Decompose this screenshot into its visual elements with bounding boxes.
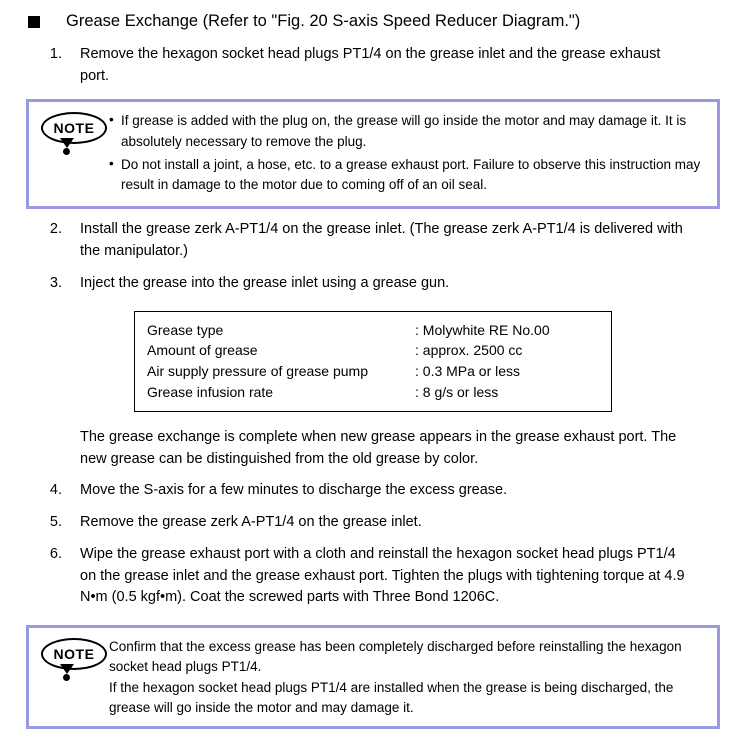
note-bullet-list xyxy=(109,111,707,195)
table-cell-value: : Molywhite RE No.00 xyxy=(415,321,550,338)
list-item-number: 3. xyxy=(49,274,62,291)
table-cell-label: Grease type xyxy=(147,321,224,338)
list-item xyxy=(14,544,732,609)
note-callout-tail-icon xyxy=(60,664,74,674)
note-bullet-item: • If grease is added with the plug on, the grease will go inside the motor and may damage it. It is absolutely necessary to remove the plug. xyxy=(109,111,707,152)
note-callout-dot-icon xyxy=(63,148,70,155)
list-item-number: 2. xyxy=(49,221,62,238)
note-callout-tail-icon xyxy=(60,138,74,148)
spec-table-wrapper xyxy=(14,311,732,412)
table-cell-value: : approx. 2500 cc xyxy=(415,342,523,359)
page-title: Grease Exchange (Refer to "Fig. 20 S-axis Speed Reducer Diagram.") xyxy=(66,12,581,30)
list-item-number: 6. xyxy=(49,545,62,562)
list-item-text: Remove the hexagon socket head plugs PT1/4 on the grease inlet and the grease exhaust port. xyxy=(80,45,661,84)
note-badge xyxy=(37,636,109,682)
list-item xyxy=(14,480,732,502)
list-item-text: Move the S-axis for a few minutes to discharge the excess grease. xyxy=(80,482,508,499)
square-bullet-icon xyxy=(28,16,40,28)
list-item xyxy=(14,273,732,295)
table-row xyxy=(147,320,599,341)
note-badge-label: NOTE xyxy=(41,112,107,144)
table-cell-label: Air supply pressure of grease pump xyxy=(147,363,368,380)
list-item xyxy=(14,44,732,88)
table-cell-label: Amount of grease xyxy=(147,342,258,359)
table-cell-value: : 0.3 MPa or less xyxy=(415,363,521,380)
note-content xyxy=(109,110,707,198)
table-row xyxy=(147,382,599,403)
list-item xyxy=(14,219,732,263)
grease-spec-table xyxy=(134,311,612,412)
table-cell-value: : 8 g/s or less xyxy=(415,383,499,400)
list-item-text: Install the grease zerk A-PT1/4 on the grease inlet. (The grease zerk A-PT1/4 is delivered with the manipulator.) xyxy=(80,221,683,260)
list-item-text: Remove the grease zerk A-PT1/4 on the grease inlet. xyxy=(80,514,422,531)
table-row xyxy=(147,340,599,361)
list-item-number: 1. xyxy=(49,45,62,62)
note-badge-label: NOTE xyxy=(41,638,107,670)
note-callout-dot-icon xyxy=(63,674,70,681)
list-item-number: 5. xyxy=(49,514,62,531)
section-heading xyxy=(14,10,732,34)
note-bullet-item: • Do not install a joint, a hose, etc. to a grease exhaust port. Failure to observe this instruction may result in damage to the motor due to coming off of an oil seal. xyxy=(109,155,707,196)
list-item-text: Inject the grease into the grease inlet using a grease gun. xyxy=(80,274,450,291)
list-item-number: 4. xyxy=(49,482,62,499)
table-row xyxy=(147,361,599,382)
list-item-text: Wipe the grease exhaust port with a cloth and reinstall the hexagon socket head plugs PT1/4 on the grease inlet and the grease exhaust port. Tighten the plugs with tightening torque at 4.9 N•m (0.5 kgf•m). Coat the screwed parts with Three Bond 1206C. xyxy=(80,545,685,606)
note-box-1 xyxy=(26,99,720,209)
note-content xyxy=(109,636,707,718)
note-box-2 xyxy=(26,625,720,729)
note-line: Confirm that the excess grease has been completely discharged before reinstalling the hexagon socket head plugs PT1/4. xyxy=(109,639,682,675)
note-badge xyxy=(37,110,109,156)
list-item xyxy=(14,512,732,534)
body-paragraph: The grease exchange is complete when new grease appears in the grease exhaust port. The new grease can be distinguished from the old grease by color. xyxy=(80,428,677,468)
note-line: If the hexagon socket head plugs PT1/4 are installed when the grease is being discharged, the grease will go inside the motor and may damage it. xyxy=(109,679,674,715)
table-cell-label: Grease infusion rate xyxy=(147,383,274,400)
